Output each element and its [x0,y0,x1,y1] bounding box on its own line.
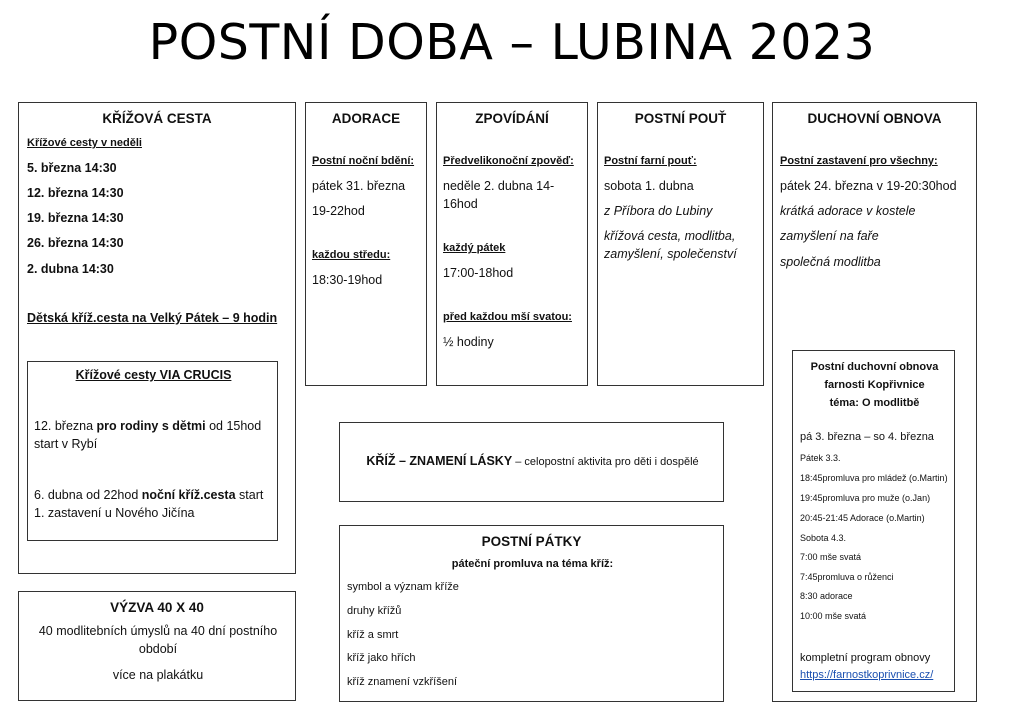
patky-subtitle: páteční promluva na téma kříž: [451,558,614,570]
koprivnice-item: 7:45promluva o růženci [800,572,894,582]
zpovidani-line-4: ½ hodiny [443,335,494,349]
via-crucis-box [27,361,278,541]
pout-line-3: křížová cesta, modlitba, [604,229,736,243]
via-crucis-bold: pro rodiny s dětmi [96,419,206,433]
zpovidani-heading-2: každý pátek [443,242,506,254]
vyzva-box [18,591,296,701]
koprivnice-item: Sobota 4.3. [800,533,847,543]
kriz-cesta-date: 12. března 14:30 [27,186,124,200]
kriz-lasky-box [339,422,724,502]
kriz-lasky-rest: – celopostní aktivita pro děti i dospělé [512,456,699,468]
obnova-title: DUCHOVNÍ OBNOVA [807,111,942,126]
pout-line-1: sobota 1. dubna [604,179,694,193]
koprivnice-item: 20:45-21:45 Adorace (o.Martin) [800,513,925,523]
patky-item: kříž jako hřích [347,652,416,664]
obnova-line-3: zamyšlení na faře [780,229,879,243]
kriz-cesta-date: 19. března 14:30 [27,211,124,225]
kriz-lasky-bold: KŘÍŽ – ZNAMENÍ LÁSKY [366,454,513,468]
koprivnice-date: pá 3. března – so 4. března [800,431,934,443]
patky-title: POSTNÍ PÁTKY [481,534,582,549]
patky-item: kříž znamení vzkříšení [347,676,458,688]
zpovidani-heading-3: před každou mší svatou: [443,311,572,323]
vyzva-line-3: více na plakátku [112,668,204,682]
vyzva-title: VÝZVA 40 X 40 [110,600,204,615]
kriz-cesta-subtitle: Křížové cesty v neděli [27,137,142,149]
vyzva-line-1: 40 modlitebních úmyslů na 40 dní postního [38,624,278,638]
pout-title: POSTNÍ POUŤ [634,111,727,126]
via-crucis-line-3 [34,488,263,502]
zpovidani-box [436,102,588,386]
obnova-heading: Postní zastavení pro všechny: [780,155,938,167]
pout-box [597,102,764,386]
zpovidani-line-3: 17:00-18hod [443,266,514,280]
via-crucis-text: 12. března [34,419,97,433]
via-crucis-bold: noční kříž.cesta [141,488,236,502]
adorace-line-1: pátek 31. března [312,179,406,193]
obnova-line-1: pátek 24. března v 19-20:30hod [780,179,957,193]
via-crucis-line-1 [34,419,261,433]
patky-item: kříž a smrt [347,629,399,641]
kriz-cesta-date: 5. března 14:30 [27,161,117,175]
via-crucis-text: start [235,488,264,502]
adorace-title: ADORACE [331,111,401,126]
koprivnice-item: 7:00 mše svatá [800,552,862,562]
via-crucis-text: 6. dubna od 22hod [34,488,142,502]
koprivnice-item: 19:45promluva pro muže (o.Jan) [800,493,931,503]
koprivnice-box [792,350,955,692]
kriz-cesta-date: 2. dubna 14:30 [27,262,114,276]
koprivnice-item: 8:30 adorace [800,591,853,601]
via-crucis-title: Křížové cesty VIA CRUCIS [75,368,232,382]
page-title: POSTNÍ DOBA – LUBINA 2023 [148,14,876,71]
vyzva-line-2: období [138,642,178,656]
pout-heading: Postní farní pouť: [604,155,697,167]
koprivnice-item: 10:00 mše svatá [800,611,867,621]
zpovidani-title: ZPOVÍDÁNÍ [475,111,549,126]
zpovidani-line-2: 16hod [443,197,478,211]
obnova-line-4: společná modlitba [780,255,881,269]
pout-line-2: z Příbora do Lubiny [604,204,713,218]
kriz-cesta-date: 26. března 14:30 [27,236,124,250]
koprivnice-link[interactable]: https://farnostkoprivnice.cz/ [800,669,934,681]
adorace-heading-1: Postní noční bdění: [312,155,415,167]
kriz-lasky-text [340,454,725,468]
kriz-cesta-title: KŘÍŽOVÁ CESTA [102,111,212,126]
via-crucis-line-2: start v Rybí [34,437,98,451]
koprivnice-item: Pátek 3.3. [800,453,841,463]
koprivnice-program: kompletní program obnovy [800,652,931,664]
via-crucis-line-4: 1. zastavení u Nového Jičína [34,506,195,520]
koprivnice-title-3: téma: O modlitbě [829,397,920,409]
via-crucis-text: od 15hod [205,419,262,433]
adorace-box [305,102,427,386]
adorace-heading-2: každou středu: [312,249,391,261]
patky-box [339,525,724,702]
patky-item: symbol a význam kříže [347,581,459,593]
patky-item: druhy křížů [347,605,402,617]
children-kriz-cesta: Dětská kříž.cesta na Velký Pátek – 9 hodin [27,311,278,325]
zpovidani-heading-1: Předvelikonoční zpověď: [443,155,574,167]
koprivnice-title-2: farnosti Kopřivnice [824,379,925,391]
adorace-line-3: 18:30-19hod [312,273,383,287]
obnova-line-2: krátká adorace v kostele [780,204,916,218]
zpovidani-line-1: neděle 2. dubna 14- [443,179,555,193]
koprivnice-item: 18:45promluva pro mládež (o.Martin) [800,473,948,483]
koprivnice-title-1: Postní duchovní obnova [810,361,939,373]
adorace-line-2: 19-22hod [312,204,365,218]
pout-line-4: zamyšlení, společenství [604,247,737,261]
